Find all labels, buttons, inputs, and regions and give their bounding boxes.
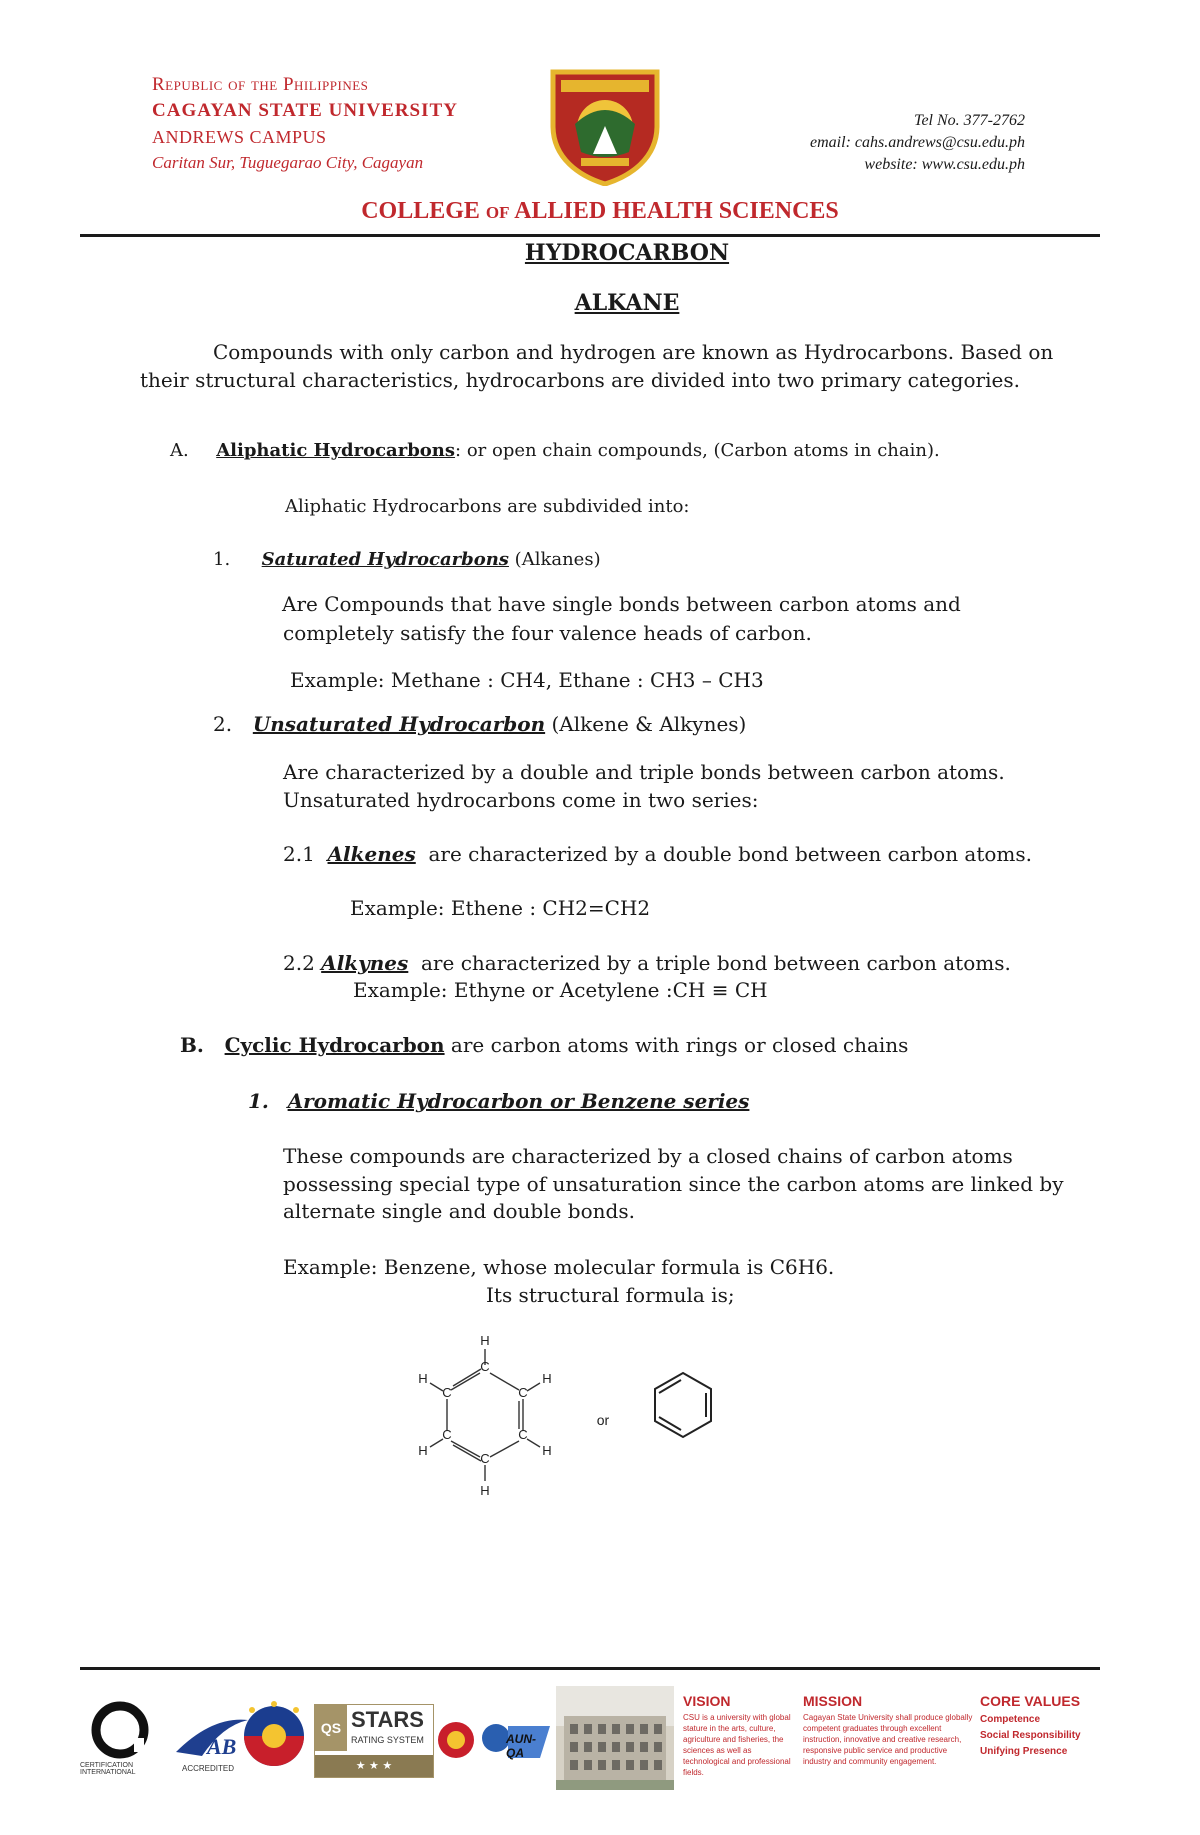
stars-rating: ★ ★ ★ [315,1755,433,1777]
telephone: Tel No. 377-2762 [914,112,1025,129]
qs-label: QS [315,1705,347,1751]
college-name [0,198,1200,225]
or-label: or [596,1412,610,1428]
atom-h-top: H [480,1335,490,1348]
republic-line: Republic of the Philippines [152,74,369,95]
aun-qa-logo [478,1714,550,1770]
aromatic-title: Aromatic Hydrocarbon or Benzene series [287,1089,750,1113]
mission-block [803,1693,973,1767]
campus-building-photo [556,1686,674,1790]
alkenes-example: Example: Ethene : CH2=CH2 [350,896,651,920]
svg-text:JAB: JAB [196,1734,237,1759]
section-b [180,1031,908,1059]
unsaturated-line-1: Are characterized by a double and triple bonds between carbon atoms. [283,760,1005,784]
atom-c-top: C [480,1359,490,1374]
unsaturated-title: Unsaturated Hydrocarbon [252,712,546,736]
atom-c-lower-left: C [442,1427,452,1442]
alkynes-title: Alkynes [321,951,409,975]
footer-divider [80,1667,1100,1670]
intro-line-2: their structural characteristics, hydrocarbons are divided into two primary categories. [140,368,1020,392]
unsaturated-paren: (Alkene & Alkynes) [545,712,747,736]
alkenes-title: Alkenes [327,842,416,866]
aun-qa-label: AUN-QA [506,1732,536,1760]
unsaturated-marker: 2. [213,712,233,736]
aromatic-line-3: alternate single and double bonds. [283,1199,635,1223]
section-b-title: Cyclic Hydrocarbon [224,1033,445,1057]
accredited-caption: ACCREDITED [182,1764,235,1773]
benzene-structure-diagram [395,1335,735,1515]
website-address: website: www.csu.edu.ph [864,156,1025,173]
header-divider [80,234,1100,237]
saturated-title: Saturated Hydrocarbons [261,549,509,570]
asean-seal-logo [436,1712,476,1772]
vision-text: CSU is a university with global stature in the arts, culture, agriculture and fisheries, the sciences as well as technological and professional fields. [683,1713,791,1777]
section-b-text: are carbon atoms with rings or closed chains [444,1033,909,1057]
section-b-marker: B. [180,1033,204,1057]
aliphatic-subdivided: Aliphatic Hydrocarbons are subdivided into: [285,496,690,517]
email-address: email: cahs.andrews@csu.edu.ph [810,134,1025,151]
university-seal-logo [545,66,665,186]
aromatic-line-1: These compounds are characterized by a closed chains of carbon atoms [283,1144,1013,1168]
core-value-2: Social Responsibility [980,1730,1081,1741]
aromatic-heading [248,1087,749,1115]
alkenes-text: are characterized by a double bond between carbon atoms. [415,842,1033,866]
certification-logo [80,1700,150,1790]
core-values-heading: CORE VALUES [980,1693,1081,1709]
section-a-text: : or open chain compounds, (Carbon atoms in chain). [455,440,940,461]
saturated-line-2: completely satisfy the four valence heads of carbon. [283,621,812,645]
campus-name: ANDREWS CAMPUS [152,127,327,147]
philippine-seal-logo [238,1700,310,1776]
intro-line-1: Compounds with only carbon and hydrogen are known as Hydrocarbons. Based on [213,340,1054,364]
main-title: HYDROCARBON [524,240,730,266]
vision-heading: VISION [683,1693,731,1709]
benzene-example: Example: Benzene, whose molecular formula is C6H6. [283,1255,835,1279]
section-a-marker: A. [170,440,189,461]
atom-c-upper-left: C [442,1385,452,1400]
atom-c-lower-right: C [518,1427,528,1442]
atom-h-upper-left: H [418,1371,428,1386]
saturated-line-1: Are Compounds that have single bonds between carbon atoms and [282,592,961,616]
aromatic-line-2: possessing special type of unsaturation since the carbon atoms are linked by [283,1172,1064,1196]
alkynes-line [283,949,1011,977]
sub-title: ALKANE [574,290,680,316]
alkenes-line [283,840,1032,868]
mission-heading: MISSION [803,1693,863,1709]
structural-formula-label: Its structural formula is; [486,1283,735,1307]
campus-address: Caritan Sur, Tuguegarao City, Cagayan [152,153,424,172]
alkenes-number: 2.1 [283,842,328,866]
qs-stars-badge [314,1704,434,1778]
mission-text: Cagayan State University shall produce globally competent graduates through excellent instruction, innovative and creative research, responsive public service and productive industry and community engagement. [803,1713,973,1766]
university-name: CAGAYAN STATE UNIVERSITY [152,100,458,121]
letterhead-left [152,72,458,176]
alkynes-text: are characterized by a triple bond between carbon atoms. [408,951,1011,975]
saturated-marker: 1. [213,549,231,570]
core-value-1: Competence [980,1714,1041,1725]
letterhead-right [810,110,1025,176]
core-values-block [980,1693,1120,1760]
benzene-skeletal-hexagon [655,1373,711,1437]
stars-subtitle: RATING SYSTEM [351,1735,424,1745]
atom-h-bottom: H [480,1483,490,1498]
alkynes-number: 2.2 [283,951,322,975]
saturated-heading [213,546,601,574]
core-value-3: Unifying Presence [980,1746,1068,1757]
atom-h-upper-right: H [542,1371,552,1386]
unsaturated-heading [213,710,746,738]
atom-c-bottom: C [480,1451,490,1466]
unsaturated-line-2: Unsaturated hydrocarbons come in two series: [283,788,759,812]
certification-caption: CERTIFICATION INTERNATIONAL [80,1762,136,1776]
atom-h-lower-left: H [418,1443,428,1458]
section-a-title: Aliphatic Hydrocarbons [216,440,456,461]
section-a [170,437,940,465]
vision-block [683,1693,793,1778]
saturated-example: Example: Methane : CH4, Ethane : CH3 – CH3 [290,668,764,692]
college-name-text: COLLEGE of ALLIED HEALTH SCIENCES [361,198,839,224]
saturated-paren: (Alkanes) [508,549,601,570]
atom-h-lower-right: H [542,1443,552,1458]
alkynes-example: Example: Ethyne or Acetylene :CH ≡ CH [353,978,768,1002]
atom-c-upper-right: C [518,1385,528,1400]
aromatic-marker: 1. [248,1089,269,1113]
stars-label: STARS [351,1707,424,1732]
